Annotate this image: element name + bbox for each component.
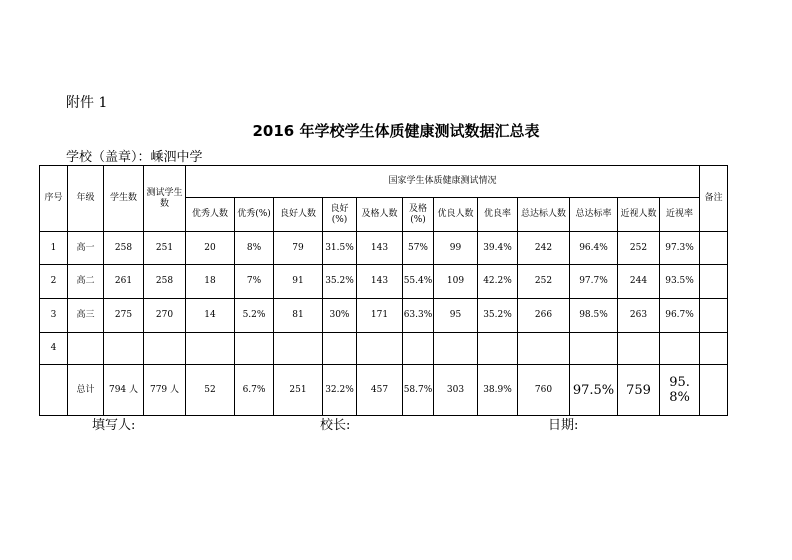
cell-total-pct: 98.5% [570,299,618,333]
cell-excellent [186,333,235,365]
cell-myopia-pct: 96.7% [660,299,700,333]
cell-fine-pct: 39.4% [478,232,518,265]
principal-label: 校长: [320,418,351,433]
cell-remark [700,299,728,333]
cell-remark [700,333,728,365]
cell-seq: 4 [40,333,68,365]
table-row-total [40,365,728,416]
cell-excellent: 52 [186,365,235,416]
cell-good: 251 [274,365,323,416]
cell-good-pct: 30% [323,299,357,333]
attachment-label: 附件 1 [66,95,108,111]
cell-pass: 171 [357,299,403,333]
header-sub: 优秀人数 [186,198,235,232]
cell-seq: 3 [40,299,68,333]
cell-seq [40,365,68,416]
cell-students: 275 [104,299,144,333]
cell-total-pct: 97.7% [570,265,618,299]
cell-pass-pct: 55.4% [403,265,434,299]
cell-total-pct: 96.4% [570,232,618,265]
cell-grade: 高三 [68,299,104,333]
cell-myopia [618,333,660,365]
cell-good: 79 [274,232,323,265]
cell-fine [434,333,478,365]
cell-excellent: 14 [186,299,235,333]
cell-tested: 270 [144,299,186,333]
cell-excellent-pct: 5.2% [235,299,274,333]
cell-fine-pct [478,333,518,365]
table-row [40,333,728,365]
cell-pass: 457 [357,365,403,416]
cell-pass-pct: 57% [403,232,434,265]
cell-grade: 高一 [68,232,104,265]
cell-students [104,333,144,365]
cell-grade: 总计 [68,365,104,416]
header-tested: 测试学生数 [144,166,186,232]
cell-fine-pct: 42.2% [478,265,518,299]
cell-good: 91 [274,265,323,299]
filler-label: 填写人: [92,418,136,433]
header-group: 国家学生体质健康测试情况 [186,166,700,198]
cell-fine: 109 [434,265,478,299]
cell-pass [357,333,403,365]
cell-remark [700,232,728,265]
cell-excellent-pct: 8% [235,232,274,265]
cell-good-pct [323,333,357,365]
header-sub: 良好(%) [323,198,357,232]
cell-excellent-pct [235,333,274,365]
cell-total-pct [570,333,618,365]
cell-grade [68,333,104,365]
cell-remark [700,265,728,299]
cell-remark [700,365,728,416]
header-sub: 优良人数 [434,198,478,232]
cell-seq: 2 [40,265,68,299]
cell-fine: 99 [434,232,478,265]
cell-excellent-pct: 6.7% [235,365,274,416]
date-label: 日期: [548,418,579,433]
cell-good-pct: 35.2% [323,265,357,299]
header-sub: 优良率 [478,198,518,232]
cell-myopia: 244 [618,265,660,299]
table-row [40,265,728,299]
cell-students: 258 [104,232,144,265]
cell-fine: 303 [434,365,478,416]
cell-good [274,333,323,365]
cell-tested [144,333,186,365]
header-sub: 总达标率 [570,198,618,232]
header-sub: 近视率 [660,198,700,232]
school-line: 学校（盖章）：嵊泗中学 [66,150,203,165]
header-sub: 总达标人数 [518,198,570,232]
cell-pass-pct: 63.3% [403,299,434,333]
cell-fine: 95 [434,299,478,333]
cell-pass-pct [403,333,434,365]
cell-students: 794 人 [104,365,144,416]
header-grade: 年级 [68,166,104,232]
cell-good-pct: 31.5% [323,232,357,265]
cell-fine-pct: 35.2% [478,299,518,333]
cell-total: 252 [518,265,570,299]
cell-excellent: 20 [186,232,235,265]
header-remark: 备注 [700,166,728,232]
cell-myopia: 759 [618,365,660,416]
header-sub: 及格(%) [403,198,434,232]
summary-table [39,165,728,416]
table-row [40,232,728,265]
header-seq: 序号 [40,166,68,232]
cell-excellent: 18 [186,265,235,299]
cell-myopia-pct: 93.5% [660,265,700,299]
document-title: 2016 年学校学生体质健康测试数据汇总表 [252,122,540,140]
header-sub: 优秀(%) [235,198,274,232]
header-students: 学生数 [104,166,144,232]
cell-tested: 779 人 [144,365,186,416]
cell-total: 760 [518,365,570,416]
cell-myopia-pct: 97.3% [660,232,700,265]
cell-myopia: 252 [618,232,660,265]
cell-total-pct: 97.5% [570,365,618,416]
cell-good: 81 [274,299,323,333]
cell-total [518,333,570,365]
header-row-1 [40,166,728,198]
cell-myopia-pct: 95.8% [660,365,700,416]
cell-good-pct: 32.2% [323,365,357,416]
header-sub: 近视人数 [618,198,660,232]
cell-seq: 1 [40,232,68,265]
cell-total: 242 [518,232,570,265]
cell-fine-pct: 38.9% [478,365,518,416]
cell-pass: 143 [357,265,403,299]
cell-grade: 高二 [68,265,104,299]
header-sub: 良好人数 [274,198,323,232]
table-row [40,299,728,333]
cell-pass-pct: 58.7% [403,365,434,416]
cell-tested: 251 [144,232,186,265]
cell-pass: 143 [357,232,403,265]
header-sub: 及格人数 [357,198,403,232]
cell-students: 261 [104,265,144,299]
cell-total: 266 [518,299,570,333]
cell-tested: 258 [144,265,186,299]
cell-excellent-pct: 7% [235,265,274,299]
cell-myopia-pct [660,333,700,365]
cell-myopia: 263 [618,299,660,333]
